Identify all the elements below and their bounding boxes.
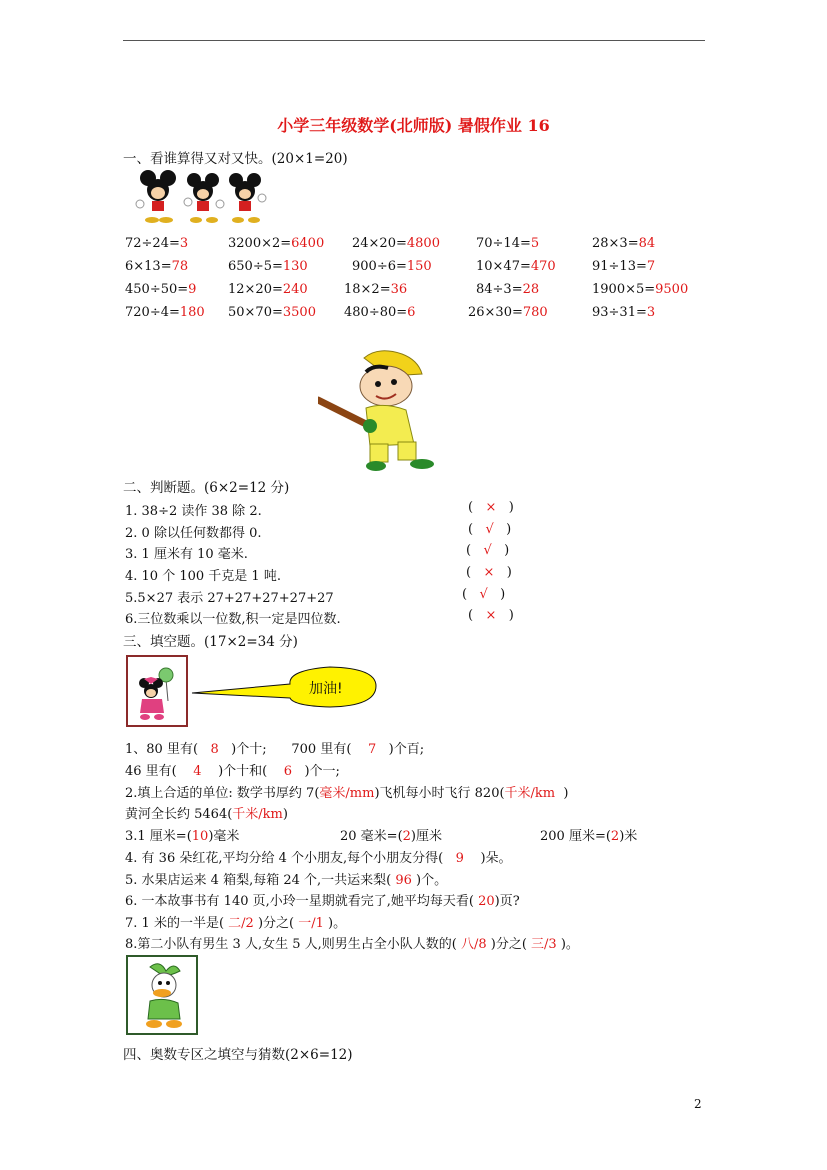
section4-heading: 四、奥数专区之填空与猜数(2×6=12) bbox=[123, 1047, 353, 1063]
page-title: 小学三年级数学(北师版) 暑假作业 16 bbox=[277, 116, 550, 135]
judge-answer-2: ( √ ) bbox=[468, 522, 512, 537]
calc-item: 12×20=240 bbox=[228, 282, 308, 297]
section2-heading: 二、判断题。(6×2=12 分) bbox=[123, 480, 290, 496]
daisy-duck-illustration bbox=[128, 957, 196, 1033]
calc-item: 18×2=36 bbox=[344, 282, 408, 297]
fill-q2: 2.填上合适的单位: 数学书厚约 7(毫米/mm)飞机每小时飞行 820(千米/km ) bbox=[125, 786, 569, 801]
judge-item-4: 4. 10 个 100 千克是 1 吨. bbox=[125, 569, 281, 584]
judge-answer-5: ( √ ) bbox=[462, 587, 506, 602]
judge-answer-4: ( × ) bbox=[466, 565, 512, 580]
page-number: 2 bbox=[694, 1097, 702, 1111]
calc-item: 1900×5=9500 bbox=[592, 282, 689, 297]
judge-item-5: 5.5×27 表示 27+27+27+27+27 bbox=[125, 591, 334, 606]
calc-item: 72÷24=3 bbox=[125, 236, 189, 251]
judge-item-6: 6.三位数乘以一位数,积一定是四位数. bbox=[125, 612, 341, 627]
daisy-picture-frame bbox=[126, 955, 198, 1035]
section1-heading: 一、看谁算得又对又快。(20×1=20) bbox=[123, 151, 348, 167]
section3-heading: 三、填空题。(17×2=34 分) bbox=[123, 634, 298, 650]
calc-item: 720÷4=180 bbox=[125, 305, 205, 320]
calc-item: 93÷31=3 bbox=[592, 305, 656, 320]
calc-item: 10×47=470 bbox=[476, 259, 556, 274]
baseball-boy-illustration bbox=[318, 346, 436, 474]
judge-item-1: 1. 38÷2 读作 38 除 2. bbox=[125, 504, 262, 519]
calc-item: 70÷14=5 bbox=[476, 236, 540, 251]
mickey-figure-3 bbox=[229, 173, 266, 223]
calc-item: 28×3=84 bbox=[592, 236, 656, 251]
fill-q1b: 46 里有( 4 )个十和( 6 )个一; bbox=[125, 764, 340, 779]
fill-q3: 3.1 厘米=(10)毫米 bbox=[125, 829, 240, 844]
calc-item: 900÷6=150 bbox=[352, 259, 432, 274]
minnie-illustration bbox=[128, 657, 186, 725]
calc-item: 26×30=780 bbox=[468, 305, 548, 320]
fill-q2b: 黄河全长约 5464(千米/km) bbox=[125, 807, 288, 822]
fill-q4: 4. 有 36 朵红花,平均分给 4 个小朋友,每个小朋友分得( 9 )朵。 bbox=[125, 851, 512, 866]
fill-q1: 1、80 里有( 8 )个十; 700 里有( 7 )个百; bbox=[125, 742, 425, 757]
mickey-figure-1 bbox=[136, 170, 176, 223]
calc-item: 6×13=78 bbox=[125, 259, 189, 274]
calc-item: 480÷80=6 bbox=[344, 305, 416, 320]
calc-item: 24×20=4800 bbox=[352, 236, 440, 251]
calc-item: 3200×2=6400 bbox=[228, 236, 325, 251]
fill-q3-part2: 20 毫米=(2)厘米 bbox=[340, 829, 442, 844]
calc-item: 450÷50=9 bbox=[125, 282, 197, 297]
calc-item: 50×70=3500 bbox=[228, 305, 316, 320]
fill-q5: 5. 水果店运来 4 箱梨,每箱 24 个,一共运来梨( 96 )个。 bbox=[125, 873, 448, 888]
calc-item: 650÷5=130 bbox=[228, 259, 308, 274]
bubble-text: 加油! bbox=[309, 681, 343, 697]
judge-answer-3: ( √ ) bbox=[466, 543, 510, 558]
judge-item-2: 2. 0 除以任何数都得 0. bbox=[125, 526, 262, 541]
mickey-illustration bbox=[128, 168, 270, 226]
speech-bubble bbox=[190, 664, 380, 710]
calc-item: 84÷3=28 bbox=[476, 282, 540, 297]
minnie-picture-frame bbox=[126, 655, 188, 727]
header-rule bbox=[123, 40, 705, 41]
judge-answer-6: ( × ) bbox=[468, 608, 514, 623]
fill-q3-part3: 200 厘米=(2)米 bbox=[540, 829, 638, 844]
fill-q8: 8.第二小队有男生 3 人,女生 5 人,则男生占全小队人数的( 八/8 )分之( 三/3 )。 bbox=[125, 937, 579, 952]
fill-q7: 7. 1 米的一半是( 二/2 )分之( 一/1 )。 bbox=[125, 916, 347, 931]
calc-item: 91÷13=7 bbox=[592, 259, 656, 274]
judge-answer-1: ( × ) bbox=[468, 500, 514, 515]
fill-q6: 6. 一本故事书有 140 页,小玲一星期就看完了,她平均每天看( 20)页? bbox=[125, 894, 520, 909]
judge-item-3: 3. 1 厘米有 10 毫米. bbox=[125, 547, 248, 562]
mickey-figure-2 bbox=[184, 173, 224, 223]
